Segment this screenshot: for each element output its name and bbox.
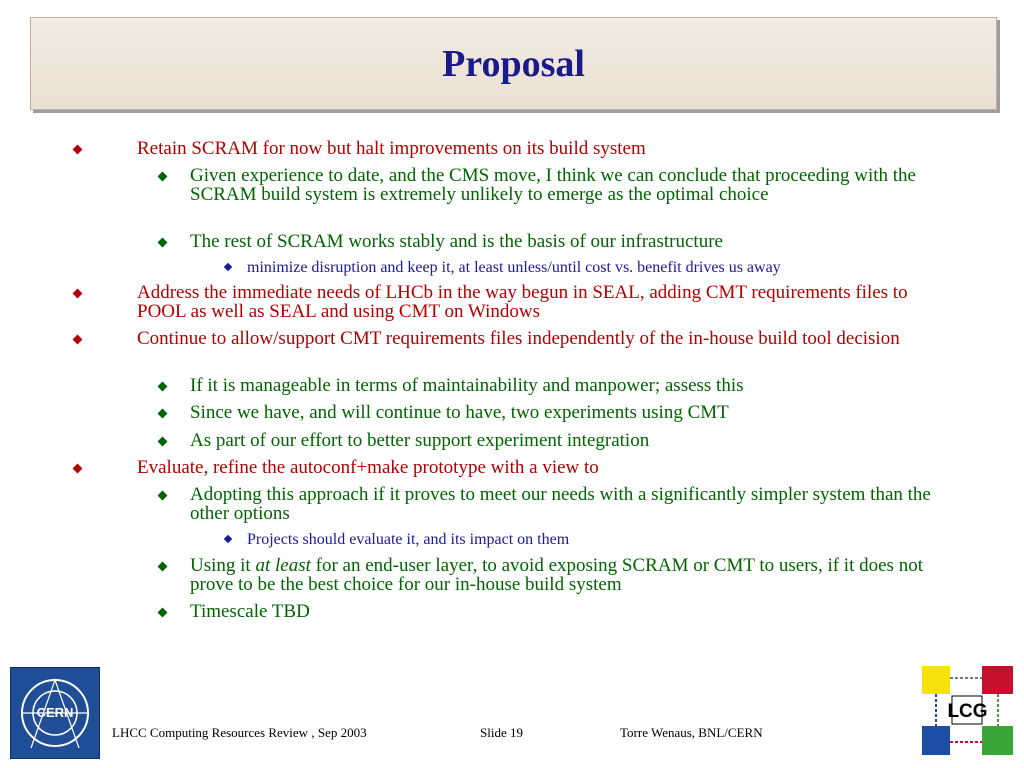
bullet-text-part: Using it <box>190 555 256 576</box>
cern-logo-graphic <box>11 668 99 758</box>
bullet-text: As part of our effort to better support experiment integration <box>190 430 650 451</box>
lcg-logo <box>920 664 1015 757</box>
emphasis-text: at least <box>255 555 311 576</box>
bullet-text: Address the immediate needs of LHCb in the way begun in SEAL, adding CMT requirements files to POOL as well as SEAL and using CMT on Windows <box>137 282 908 322</box>
diamond-bullet-icon <box>158 172 168 182</box>
bullet-item <box>190 376 950 395</box>
diamond-bullet-icon <box>158 382 168 392</box>
bullet-text: minimize disruption and keep it, at least unless/until cost vs. benefit drives us away <box>247 259 781 276</box>
bullet-item <box>190 232 950 251</box>
diamond-bullet-icon <box>73 335 83 345</box>
bullet-item <box>137 458 947 477</box>
bullet-text: Given experience to date, and the CMS move, I think we can conclude that proceeding with the SCRAM build system is extremely unlikely to emerge as the optimal choice <box>190 165 916 205</box>
diamond-bullet-icon <box>158 491 168 501</box>
bullet-item <box>247 530 947 549</box>
diamond-bullet-icon <box>73 464 83 474</box>
bullet-text: Evaluate, refine the autoconf+make prototype with a view to <box>137 457 599 478</box>
bullet-text: Projects should evaluate it, and its impact on them <box>247 531 570 548</box>
diamond-bullet-icon <box>73 145 83 155</box>
footer-author: Torre Wenaus, BNL/CERN <box>620 725 763 740</box>
footer-slide-number: Slide 19 <box>480 725 523 740</box>
bullet-item <box>190 431 950 450</box>
slide-title: Proposal <box>442 43 585 85</box>
bullet-item <box>137 139 947 158</box>
cern-logo <box>10 667 100 759</box>
diamond-bullet-icon <box>158 238 168 248</box>
lcg-logo-graphic <box>920 664 1015 757</box>
cern-logo-text: CERN <box>36 705 74 720</box>
bullet-text: Timescale TBD <box>190 601 310 622</box>
bullet-item <box>190 602 950 621</box>
bullet-text: If it is manageable in terms of maintainability and manpower; assess this <box>190 375 744 396</box>
bullet-item <box>190 485 950 523</box>
bullet-item <box>247 258 947 277</box>
bullet-text: Continue to allow/support CMT requirements files independently of the in-house build tool decision <box>137 328 900 349</box>
bullet-item <box>190 556 950 594</box>
bullet-text: Retain SCRAM for now but halt improvements on its build system <box>137 138 646 159</box>
diamond-bullet-icon <box>224 535 232 543</box>
bullet-text: The rest of SCRAM works stably and is the basis of our infrastructure <box>190 231 723 252</box>
lcg-logo-text: LCG <box>947 701 988 722</box>
bullet-text: Adopting this approach if it proves to meet our needs with a significantly simpler system than the other options <box>190 484 931 524</box>
diamond-bullet-icon <box>158 608 168 618</box>
diamond-bullet-icon <box>73 289 83 299</box>
bullet-item <box>137 283 947 321</box>
bullet-item <box>190 166 950 204</box>
diamond-bullet-icon <box>158 437 168 447</box>
bullet-item <box>137 329 947 348</box>
bullet-text: Since we have, and will continue to have, two experiments using CMT <box>190 402 729 423</box>
footer-left: LHCC Computing Resources Review , Sep 2003 <box>112 725 367 740</box>
diamond-bullet-icon <box>158 562 168 572</box>
bullet-item <box>190 403 950 422</box>
bullet-text <box>190 556 950 594</box>
diamond-bullet-icon <box>158 409 168 419</box>
diamond-bullet-icon <box>224 263 232 271</box>
bullet-text-part: for an end-user layer, to avoid exposing SCRAM or CMT to users, if it does not prove to be the best choice for our in-house build system <box>190 555 923 595</box>
